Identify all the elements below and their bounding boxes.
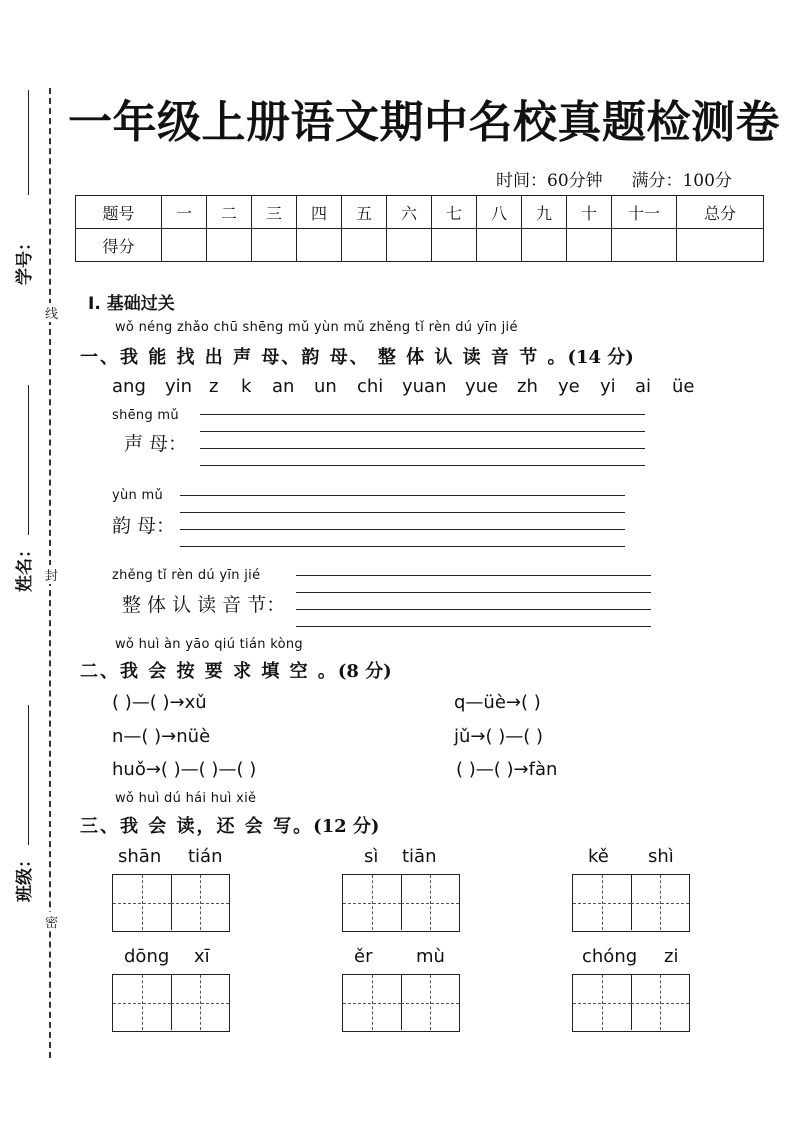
table-cell: 十: [567, 196, 612, 229]
syllable: ai: [635, 376, 652, 397]
answer-line[interactable]: [200, 414, 645, 415]
answer-line[interactable]: [296, 592, 651, 593]
syllable: un: [314, 376, 337, 397]
cut-char-line: 线: [45, 303, 57, 322]
syllable: z: [209, 376, 219, 397]
word-pinyin: dōng: [124, 946, 170, 967]
score-cell[interactable]: [612, 229, 677, 262]
answer-line[interactable]: [200, 465, 645, 466]
answer-line[interactable]: [296, 575, 651, 576]
q3-title-text: 三、我 会 读，还 会 写。: [80, 816, 314, 837]
shengmu-pinyin: shēng mǔ: [112, 408, 179, 423]
name-line: [28, 385, 29, 535]
writing-grid[interactable]: [342, 874, 460, 932]
q2-title-text: 二、我 会 按 要 求 填 空 。: [80, 661, 338, 682]
answer-line[interactable]: [296, 626, 651, 627]
word-pinyin: mù: [416, 946, 445, 967]
word-pinyin: shì: [648, 846, 674, 867]
table-cell: 一: [162, 196, 207, 229]
q3-title: [80, 812, 379, 838]
writing-grid[interactable]: [572, 974, 690, 1032]
writing-grid[interactable]: [572, 874, 690, 932]
syllable: an: [272, 376, 295, 397]
word-pinyin: kě: [588, 846, 609, 867]
word-pinyin: tián: [188, 846, 223, 867]
q2-points: (8 分): [337, 661, 392, 682]
table-cell: 四: [297, 196, 342, 229]
answer-line[interactable]: [200, 431, 645, 432]
fill-item[interactable]: ( )—( )→fàn: [456, 759, 558, 780]
syllable: k: [241, 376, 252, 397]
table-cell: 总分: [677, 196, 764, 229]
score-info: 满分：100分: [631, 171, 732, 191]
table-cell: 九: [522, 196, 567, 229]
fill-item[interactable]: ( )—( )→xǔ: [112, 692, 207, 713]
page-title: 一年级上册语文期中名校真题检测卷: [68, 97, 780, 148]
q2-title: [80, 657, 392, 683]
word-pinyin: chóng: [582, 946, 638, 967]
time-info: 时间：60分钟: [496, 171, 603, 191]
answer-line[interactable]: [296, 609, 651, 610]
score-cell[interactable]: [567, 229, 612, 262]
score-table-score-row: [76, 229, 764, 262]
student-id-line: [28, 90, 29, 195]
q3-pinyin: wǒ huì dú hái huì xiě: [115, 791, 257, 806]
word-pinyin: xī: [194, 946, 210, 967]
cut-char-secret: 密: [45, 912, 57, 931]
table-cell: 三: [252, 196, 297, 229]
syllable: yi: [600, 376, 616, 397]
fill-item[interactable]: jǔ→( )—( ): [454, 726, 544, 747]
fill-item[interactable]: q—üè→( ): [454, 692, 541, 713]
class-line: [28, 705, 29, 845]
word-pinyin: ěr: [354, 946, 373, 967]
q1-points: (14 分): [567, 347, 634, 368]
writing-grid[interactable]: [342, 974, 460, 1032]
syllable: ang: [112, 376, 146, 397]
syllable: üe: [672, 376, 695, 397]
score-cell[interactable]: [342, 229, 387, 262]
answer-line[interactable]: [180, 529, 625, 530]
exam-info: [496, 166, 732, 191]
q1-title-text: 一、我 能 找 出 声 母、韵 母、 整 体 认 读 音 节 。: [80, 347, 568, 368]
score-table: [75, 195, 764, 262]
table-cell: 得分: [76, 229, 162, 262]
part1-heading: I. 基础过关: [88, 294, 175, 314]
score-cell[interactable]: [477, 229, 522, 262]
q3-points: (12 分): [313, 816, 380, 837]
syllable: ye: [558, 376, 580, 397]
score-cell[interactable]: [297, 229, 342, 262]
q1-pinyin: wǒ néng zhǎo chū shēng mǔ yùn mǔ zhěng tǐ rèn dú yīn jié: [115, 320, 518, 335]
student-id-label: 学号：: [15, 234, 35, 285]
syllable: zh: [517, 376, 538, 397]
yunmu-pinyin: yùn mǔ: [112, 488, 164, 503]
table-cell: 十一: [612, 196, 677, 229]
table-cell: 题号: [76, 196, 162, 229]
answer-line[interactable]: [200, 448, 645, 449]
fill-item[interactable]: n—( )→nüè: [112, 726, 211, 747]
shengmu-label: 声 母：: [124, 433, 188, 455]
word-pinyin: zi: [664, 946, 679, 967]
table-cell: 二: [207, 196, 252, 229]
writing-grid[interactable]: [112, 874, 230, 932]
cut-char-seal: 封: [45, 565, 57, 584]
answer-line[interactable]: [180, 495, 625, 496]
class-label: 班级：: [15, 851, 35, 902]
writing-grid[interactable]: [112, 974, 230, 1032]
word-pinyin: shān: [118, 846, 162, 867]
answer-line[interactable]: [180, 546, 625, 547]
answer-line[interactable]: [180, 512, 625, 513]
fill-item[interactable]: huǒ→( )—( )—( ): [112, 759, 257, 780]
word-pinyin: sì: [364, 846, 379, 867]
score-cell[interactable]: [677, 229, 764, 262]
score-cell[interactable]: [207, 229, 252, 262]
q2-pinyin: wǒ huì àn yāo qiú tián kòng: [115, 637, 303, 652]
word-pinyin: tiān: [402, 846, 437, 867]
yunmu-label: 韵 母：: [112, 515, 176, 537]
syllable: yin: [165, 376, 193, 397]
zhengti-pinyin: zhěng tǐ rèn dú yīn jié: [112, 568, 261, 583]
zhengti-label: 整 体 认 读 音 节：: [122, 594, 286, 616]
table-cell: 五: [342, 196, 387, 229]
score-cell[interactable]: [522, 229, 567, 262]
score-cell[interactable]: [432, 229, 477, 262]
syllable: chi: [357, 376, 384, 397]
score-cell[interactable]: [387, 229, 432, 262]
table-cell: 七: [432, 196, 477, 229]
q1-title: [80, 343, 634, 369]
score-cell[interactable]: [252, 229, 297, 262]
syllable: yue: [465, 376, 499, 397]
syllable: yuan: [402, 376, 447, 397]
name-label: 姓名：: [15, 541, 35, 592]
score-cell[interactable]: [162, 229, 207, 262]
table-cell: 八: [477, 196, 522, 229]
score-table-header-row: [76, 196, 764, 229]
table-cell: 六: [387, 196, 432, 229]
